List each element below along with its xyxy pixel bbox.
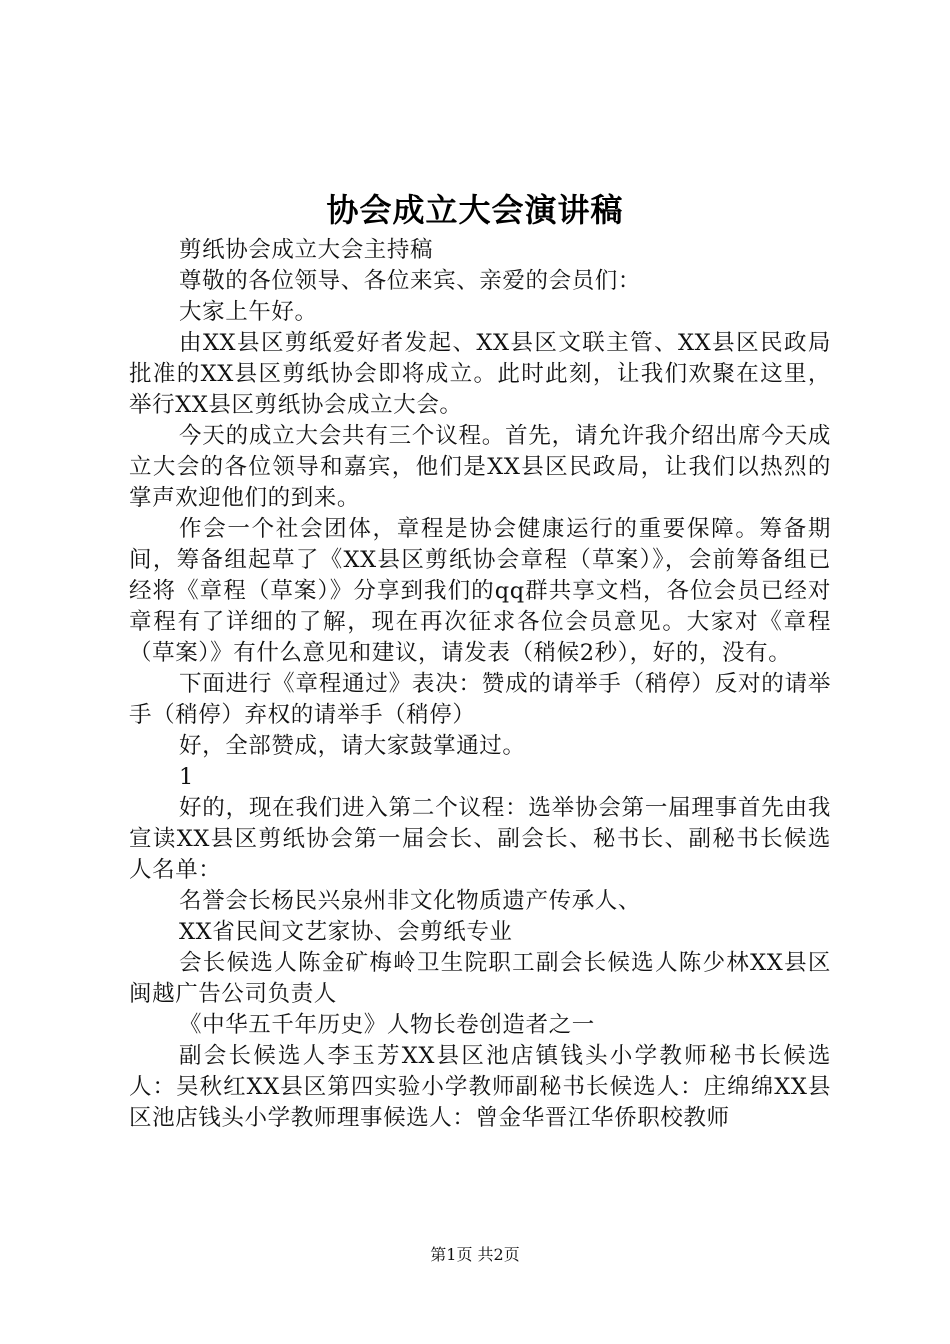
paragraph: 今天的成立大会共有三个议程。首先，请允许我介绍出席今天成立大会的各位领导和嘉宾，他们是XX县区民政局，让我们以热烈的掌声欢迎他们的到来。 bbox=[129, 423, 831, 511]
document-title: 协会成立大会演讲稿 bbox=[326, 191, 624, 229]
paragraph: 作会一个社会团体，章程是协会健康运行的重要保障。筹备期间，筹备组起草了《XX县区剪纸协会章程（草案）》，会前筹备组已经将《章程（草案）》分享到我们的qq群共享文档，各位会员已经对章程有了详细的了解，现在再次征求各位会员意见。大家对《章程（草案）》有什么意见和建议，请发表（稍候2秒），好的，没有。 bbox=[129, 516, 831, 666]
paragraph: 由XX县区剪纸爱好者发起、XX县区文联主管、XX县区民政局批准的XX县区剪纸协会即将成立。此时此刻，让我们欢聚在这里，举行XX县区剪纸协会成立大会。 bbox=[129, 330, 831, 418]
document-body bbox=[129, 235, 831, 1134]
paragraph: 会长候选人陈金矿梅岭卫生院职工副会长候选人陈少林XX县区闽越广告公司负责人 bbox=[129, 950, 831, 1007]
paragraph: 《中华五千年历史》人物长卷创造者之一 bbox=[179, 1012, 595, 1038]
page-footer: 第1页 共2页 bbox=[430, 1245, 520, 1264]
paragraph: 1 bbox=[179, 764, 194, 790]
paragraph: XX省民间文艺家协、会剪纸专业 bbox=[179, 919, 513, 945]
paragraph: 好，全部赞成，请大家鼓掌通过。 bbox=[179, 733, 526, 759]
paragraph: 下面进行《章程通过》表决：赞成的请举手（稍停）反对的请举手（稍停）弃权的请举手（稍停） bbox=[129, 671, 831, 728]
paragraph: 大家上午好。 bbox=[179, 299, 318, 325]
paragraph: 副会长候选人李玉芳XX县区池店镇钱头小学教师秘书长候选人：吴秋红XX县区第四实验小学教师副秘书长候选人：庄绵绵XX县区池店钱头小学教师理事候选人：曾金华晋江华侨职校教师 bbox=[129, 1043, 831, 1131]
paragraph: 尊敬的各位领导、各位来宾、亲爱的会员们： bbox=[179, 268, 642, 294]
paragraph: 好的，现在我们进入第二个议程：选举协会第一届理事首先由我宣读XX县区剪纸协会第一届会长、副会长、秘书长、副秘书长候选人名单： bbox=[129, 795, 831, 883]
paragraph: 名誉会长杨民兴泉州非文化物质遗产传承人、 bbox=[179, 888, 642, 914]
paragraph: 剪纸协会成立大会主持稿 bbox=[179, 237, 434, 263]
